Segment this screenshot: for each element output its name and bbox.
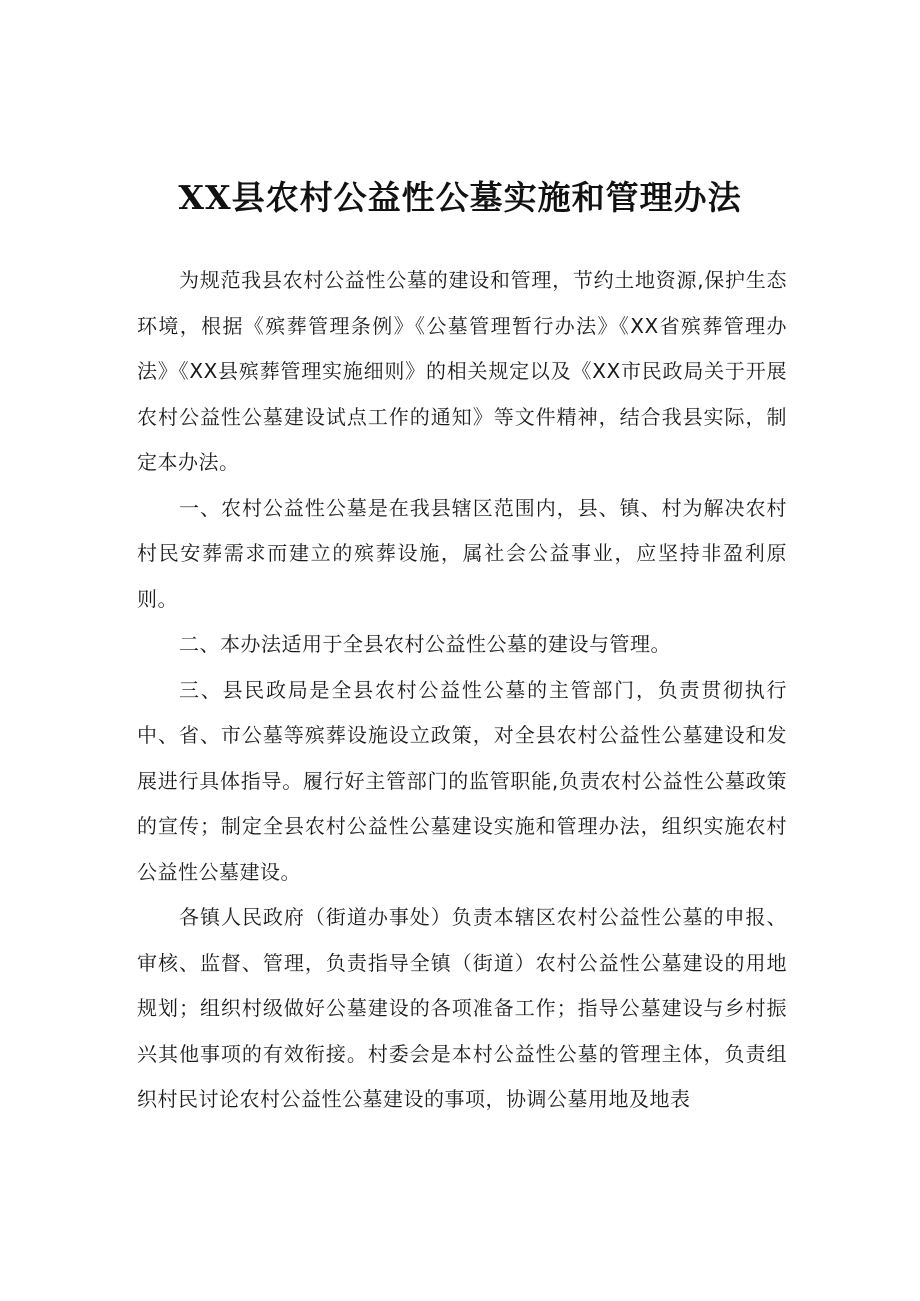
paragraph-preamble: 为规范我县农村公益性公墓的建设和管理，节约土地资源,保护生态环境，根据《殡葬管理条例》《公墓管理暂行办法》《XX省殡葬管理办法》《XX县殡葬管理实施细则》的相关规定以及《XX市民政局关于开展农村公益性公墓建设试点工作的通知》等文件精神，结合我县实际，制定本办法。 — [137, 268, 787, 474]
document-title: XX县农村公益性公墓实施和管理办法 — [178, 178, 742, 217]
document-body — [137, 258, 787, 1123]
paragraph-article-2: 二、本办法适用于全县农村公益性公墓的建设与管理。 — [179, 632, 671, 656]
paragraph-article-3-continued: 各镇人民政府（街道办事处）负责本辖区农村公益性公墓的申报、审核、监督、管理，负责指导全镇（街道）农村公益性公墓建设的用地规划；组织村级做好公墓建设的各项准备工作；指导公墓建设与乡村振兴其他事项的有效衔接。村委会是本村公益性公墓的管理主体，负责组织村民讨论农村公益性公墓建设的事项，协调公墓用地及地表 — [137, 905, 787, 1111]
paragraph-article-3: 三、县民政局是全县农村公益性公墓的主管部门，负责贯彻执行中、省、市公墓等殡葬设施设立政策，对全县农村公益性公墓建设和发展进行具体指导。履行好主管部门的监管职能,负责农村公益性公墓政策的宣传；制定全县农村公益性公墓建设实施和管理办法，组织实施农村公益性公墓建设。 — [137, 677, 787, 884]
paragraph-article-1: 一、农村公益性公墓是在我县辖区范围内，县、镇、村为解决农村村民安葬需求而建立的殡葬设施，属社会公益事业，应坚持非盈利原则。 — [137, 495, 787, 611]
